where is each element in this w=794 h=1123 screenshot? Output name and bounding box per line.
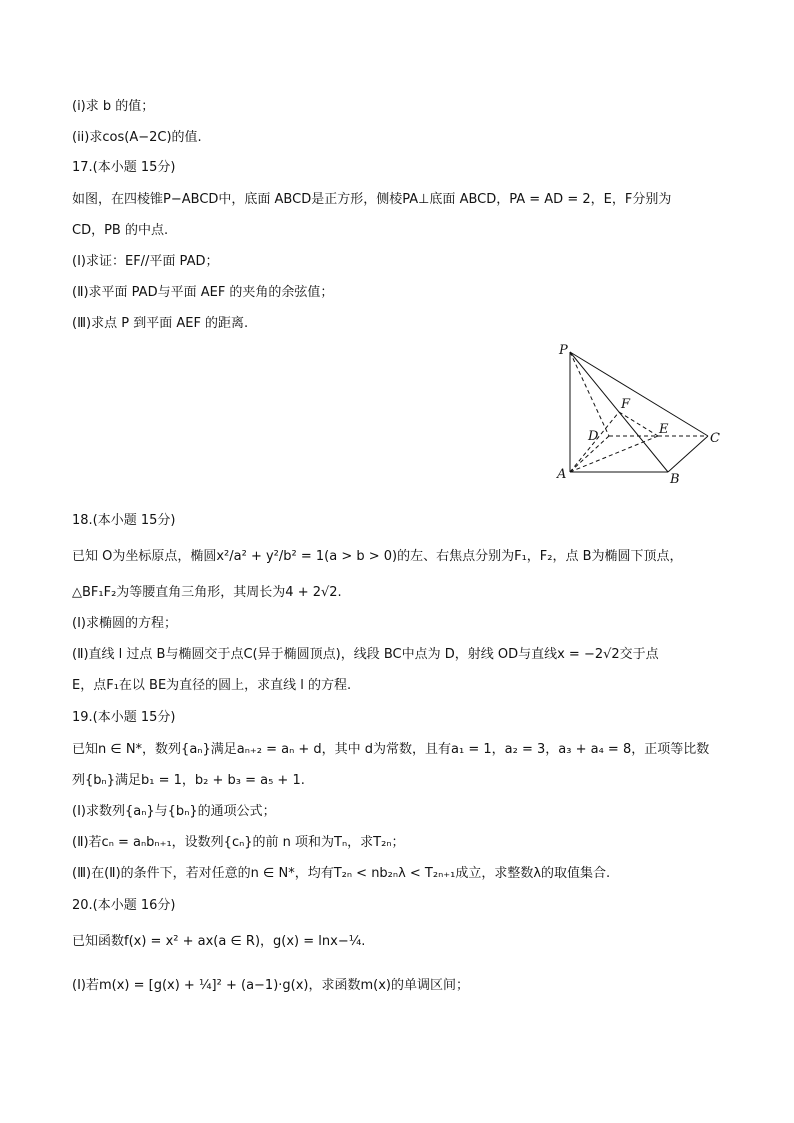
label-a: A bbox=[557, 467, 567, 482]
text-line-l2: (ii)求cos(A−2C)的值. bbox=[72, 130, 202, 145]
text-line-l9: 18.(本小题 15分) bbox=[72, 513, 176, 528]
pyramid-diagram bbox=[548, 340, 728, 490]
text-line-l21: 20.(本小题 16分) bbox=[72, 898, 176, 913]
text-line-l6: (Ⅰ)求证：EF//平面 PAD； bbox=[72, 254, 219, 269]
label-d: D bbox=[588, 429, 599, 444]
text-line-l12: (Ⅰ)求椭圆的方程； bbox=[72, 616, 177, 631]
edge-bc bbox=[668, 436, 708, 472]
label-f: F bbox=[621, 397, 631, 412]
label-e: E bbox=[659, 422, 669, 437]
label-b: B bbox=[670, 472, 680, 487]
pyramid-figure bbox=[548, 340, 728, 490]
edge-pc bbox=[570, 352, 708, 436]
text-line-l4: 如图，在四棱锥P−ABCD中，底面 ABCD是正方形，侧棱PA⊥底面 ABCD，PA = AD = 2，E，F分别为 bbox=[72, 192, 672, 207]
text-line-l14: E，点F₁在以 BE为直径的圆上，求直线 l 的方程. bbox=[72, 678, 352, 693]
text-line-l3: 17.(本小题 15分) bbox=[72, 160, 176, 175]
text-line-l1: (i)求 b 的值； bbox=[72, 99, 155, 114]
edge-pd bbox=[570, 352, 609, 436]
text-line-l5: CD，PB 的中点. bbox=[72, 223, 169, 238]
text-line-l13: (Ⅱ)直线 l 过点 B与椭圆交于点C(异于椭圆顶点)，线段 BC中点为 D，射线 OD与直线x = −2√2交于点 bbox=[72, 647, 659, 662]
text-line-l17: 列{bₙ}满足b₁ = 1，b₂ + b₃ = a₅ + 1. bbox=[72, 773, 305, 788]
text-line-l8: (Ⅲ)求点 P 到平面 AEF 的距离. bbox=[72, 316, 249, 331]
text-line-l16: 已知n ∈ N*，数列{aₙ}满足aₙ₊₂ = aₙ + d，其中 d为常数，且有a₁ = 1，a₂ = 3，a₃ + a₄ = 8，正项等比数 bbox=[72, 742, 710, 757]
text-line-l15: 19.(本小题 15分) bbox=[72, 710, 176, 725]
text-line-l10: 已知 O为坐标原点，椭圆x²/a² + y²/b² = 1(a > b > 0)的左、右焦点分别为F₁，F₂，点 B为椭圆下顶点， bbox=[72, 549, 683, 564]
text-line-l19: (Ⅱ)若cₙ = aₙbₙ₊₁，设数列{cₙ}的前 n 项和为Tₙ，求T₂ₙ； bbox=[72, 835, 405, 850]
label-p: P bbox=[559, 343, 568, 358]
edge-ae bbox=[570, 436, 658, 472]
text-line-l7: (Ⅱ)求平面 PAD与平面 AEF 的夹角的余弦值； bbox=[72, 285, 334, 300]
text-line-l20: (Ⅲ)在(Ⅱ)的条件下，若对任意的n ∈ N*，均有T₂ₙ < nb₂ₙλ < T₂ₙ₊₁成立，求整数λ的取值集合. bbox=[72, 866, 611, 881]
text-line-l18: (Ⅰ)求数列{aₙ}与{bₙ}的通项公式； bbox=[72, 804, 276, 819]
text-line-l23: (Ⅰ)若m(x) = [g(x) + ¼]² + (a−1)·g(x)，求函数m(x)的单调区间； bbox=[72, 978, 469, 993]
edge-fe bbox=[619, 412, 658, 436]
text-line-l11: △BF₁F₂为等腰直角三角形，其周长为4 + 2√2. bbox=[72, 585, 342, 600]
label-c: C bbox=[710, 431, 720, 446]
text-line-l22: 已知函数f(x) = x² + ax(a ∈ R)，g(x) = lnx−¼. bbox=[72, 934, 366, 949]
